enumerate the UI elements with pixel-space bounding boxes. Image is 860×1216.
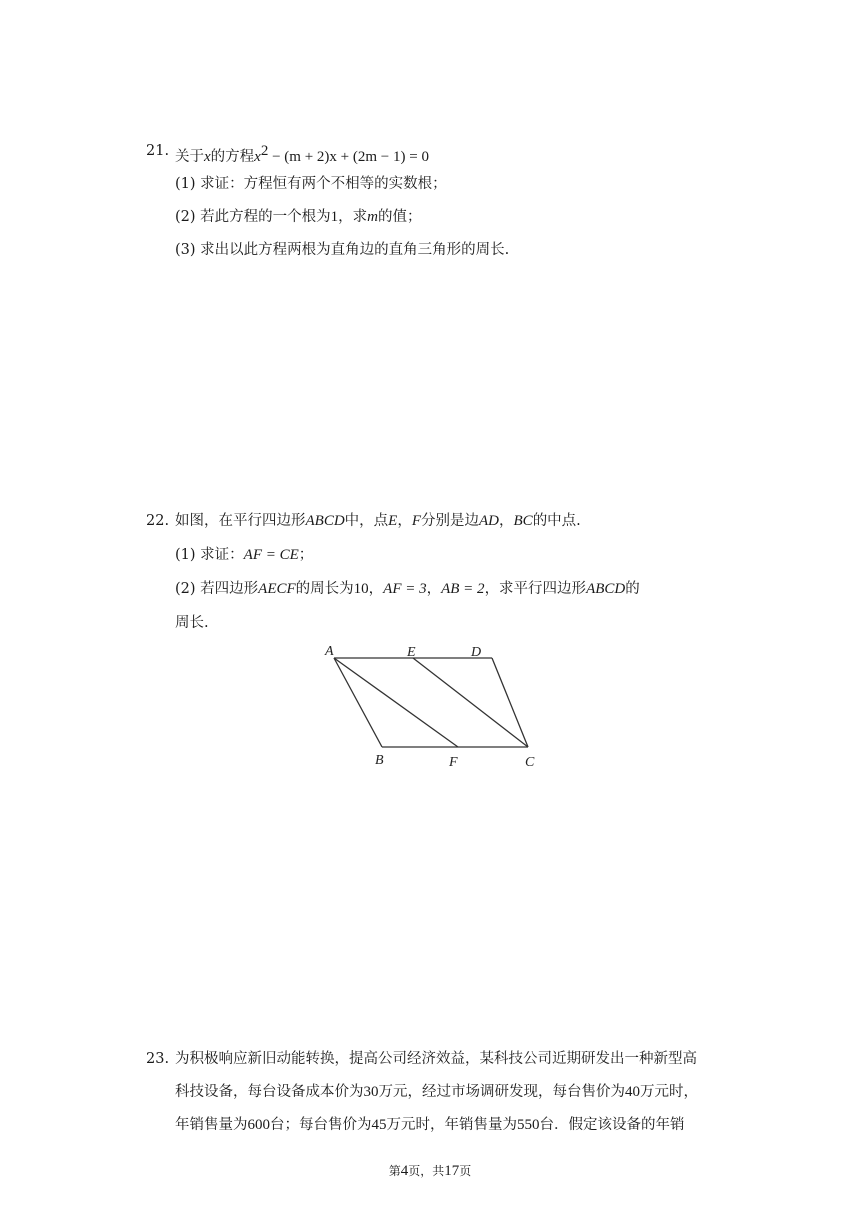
segment-AB	[334, 658, 382, 747]
question-21-part-2: (2) 若此方程的一个根为1，求m的值；	[175, 209, 422, 225]
page-number: 4	[400, 1163, 409, 1179]
question-21-stem: 关于x的方程$x^2 - (m + 2)x + (2m - 1) = 0$	[175, 143, 429, 165]
question-21-number: 21.	[146, 143, 170, 159]
label-F: F	[449, 755, 458, 770]
segment-AF	[334, 658, 458, 747]
question-23-line-3: 年销售量为600台；每台售价为45万元时，年销售量为550台．假定该设备的年销	[175, 1117, 685, 1133]
question-23-number: 23.	[146, 1051, 170, 1067]
question-22-stem: 如图，在平行四边形ABCD中，点E，F分别是边AD，BC的中点.	[175, 513, 581, 529]
label-A: A	[325, 644, 334, 659]
page-footer: 第4页，共17页	[388, 1163, 472, 1179]
question-23-line-2: 科技设备，每台设备成本价为30万元，经过市场调研发现，每台售价为40万元时，	[175, 1084, 698, 1100]
label-E: E	[407, 645, 416, 660]
label-C: C	[525, 755, 535, 770]
segment-EC	[413, 658, 528, 747]
question-22-part-2: (2) 若四边形AECF的周长为10，AF = 3，AB = 2，求平行四边形ABCD的	[175, 581, 640, 597]
parallelogram-figure	[318, 640, 548, 775]
question-22-part-1: (1) 求证：AF = CE；	[175, 547, 314, 563]
question-21-equation: − (m + 2)x + (2m − 1) = 0	[268, 148, 429, 165]
question-22-number: 22.	[146, 513, 170, 529]
question-21-part-3: (3) 求出以此方程两根为直角边的直角三角形的周长.	[175, 242, 510, 258]
page-total: 17	[444, 1163, 460, 1179]
question-21-part-1: (1) 求证：方程恒有两个不相等的实数根；	[175, 176, 447, 192]
label-D: D	[471, 645, 482, 660]
question-23-line-1: 为积极响应新旧动能转换，提高公司经济效益，某科技公司近期研发出一种新型高	[175, 1051, 697, 1067]
question-22-part-2-continued: 周长.	[175, 615, 209, 631]
label-B: B	[375, 753, 384, 768]
